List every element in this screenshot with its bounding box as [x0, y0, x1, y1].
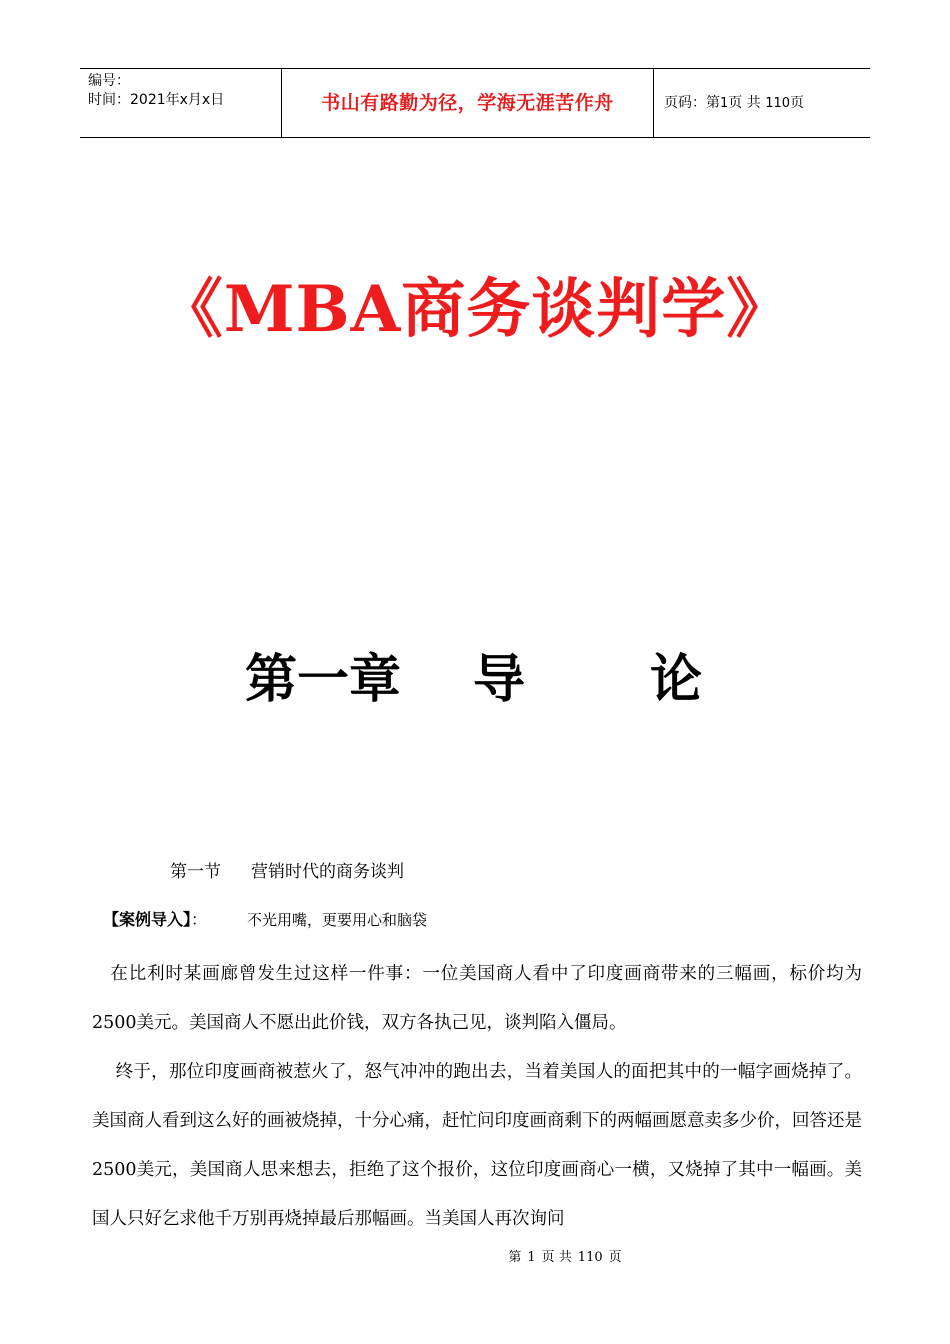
- footer-mid: 页 共: [541, 1250, 572, 1265]
- paragraph-2-text: 终于，那位印度画商被惹火了，怒气冲冲的跑出去，当着美国人的面把其中的一幅字画烧掉了。美国商人看到这么好的画被烧掉，十分心痛，赶忙问印度画商剩下的两幅画愿意卖多少价，回答还是2500美元，美国商人思来想去，拒绝了这个报价，这位印度画商心一横，又烧掉了其中一幅画。美国人只好乞求他千万别再烧掉最后那幅画。当美国人再次询问: [92, 1062, 862, 1229]
- chapter-number: 第一章: [245, 650, 402, 710]
- paragraph-1: [92, 950, 862, 1048]
- footer-total: 110: [577, 1250, 603, 1265]
- document-title: 《MBA商务谈判学》: [158, 272, 792, 347]
- page-end: 页: [790, 95, 805, 111]
- page-footer: [0, 1246, 950, 1265]
- footer-current: 1: [527, 1250, 536, 1265]
- case-label: 【案例导入】: [103, 910, 192, 929]
- paragraph-2: [92, 1048, 862, 1244]
- chapter-title-char-2: 论: [650, 650, 703, 710]
- page-total: 110: [765, 96, 791, 111]
- header-motto: 书山有路勤为径，学海无涯苦作舟: [282, 69, 654, 137]
- header-table: [80, 68, 870, 138]
- footer-prefix: 第: [508, 1250, 522, 1265]
- case-intro: [103, 907, 427, 930]
- page-mid: 页 共: [728, 95, 761, 111]
- section-number: 第一节: [170, 862, 221, 882]
- paragraph-1-text: 在比利时某画廊曾发生过这样一件事：一位美国商人看中了印度画商带来的三幅画，标价均为2500美元。美国商人不愿出此价钱，双方各执己见，谈判陷入僵局。: [92, 964, 863, 1033]
- header-page-info: [654, 69, 870, 137]
- header-meta-cell: [80, 69, 282, 137]
- chapter-title-char-1: 导: [473, 650, 526, 710]
- time-label: 时间：2021年x月x日: [88, 92, 225, 108]
- page-current: 1: [720, 96, 729, 111]
- section-heading: [170, 857, 404, 882]
- case-colon: ：: [191, 910, 208, 929]
- section-name: 营销时代的商务谈判: [251, 862, 404, 882]
- code-label: 编号：: [88, 73, 130, 89]
- case-subtitle: 不光用嘴，更要用心和脑袋: [247, 911, 428, 929]
- footer-suffix: 页: [608, 1250, 622, 1265]
- page-label: 页码：第: [664, 95, 720, 111]
